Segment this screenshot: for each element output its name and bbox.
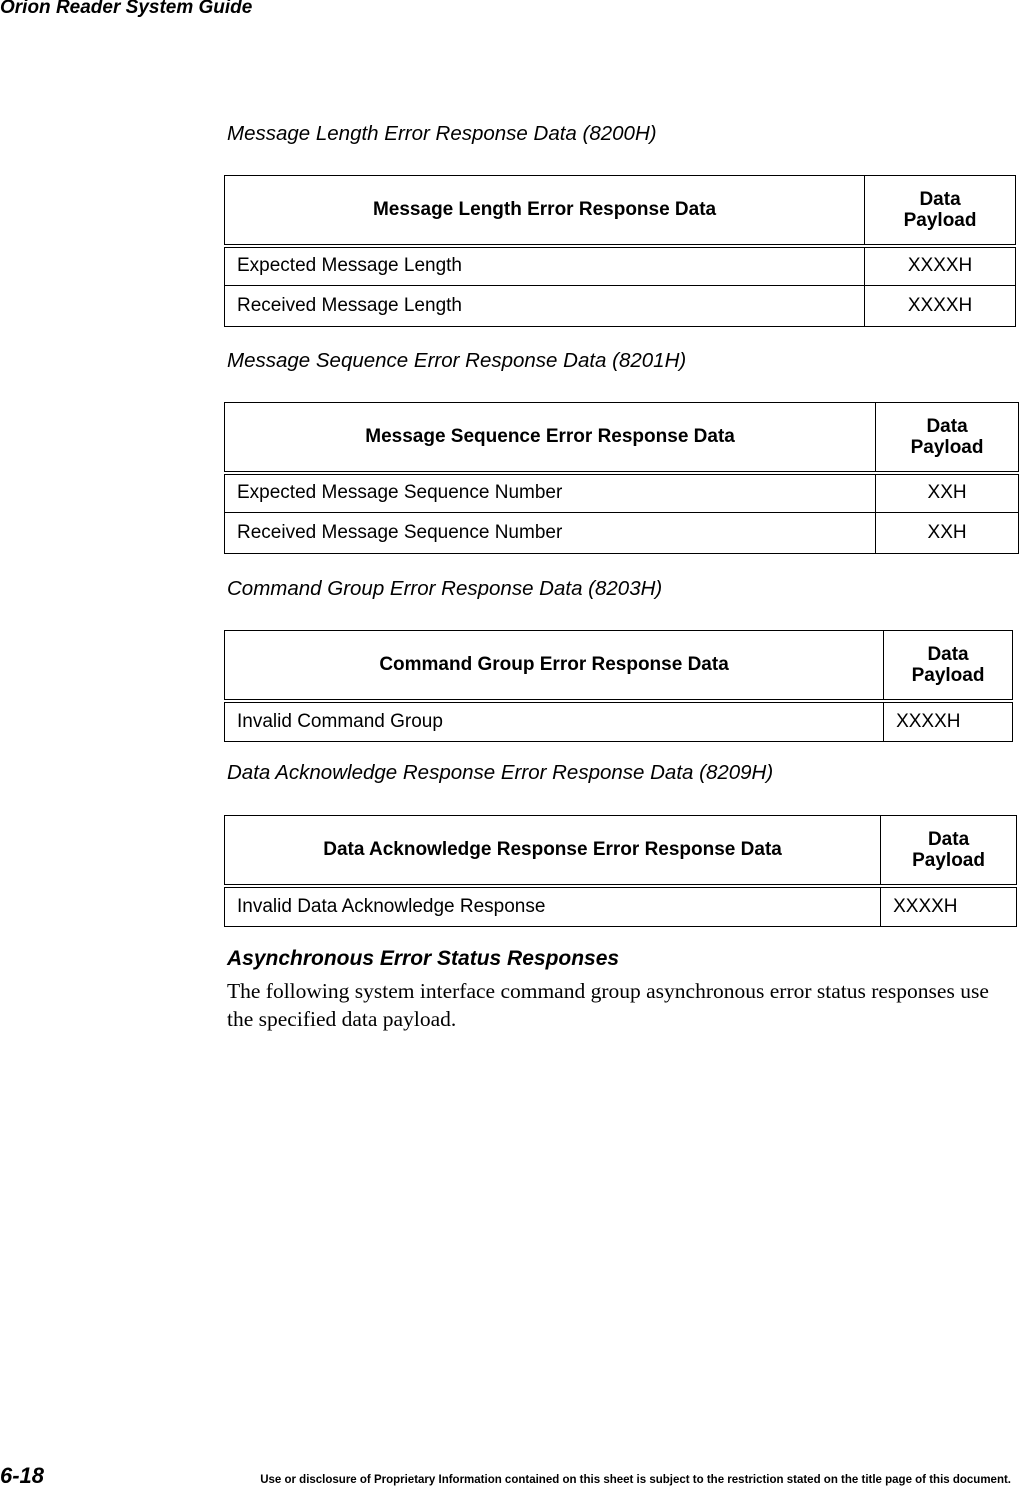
row-value: XXH [876, 513, 1019, 554]
row-label: Invalid Command Group [225, 701, 884, 742]
table-row [225, 886, 1017, 927]
table-data-acknowledge-error [224, 815, 1017, 927]
table-row [225, 473, 1019, 513]
page-number: 6-18 [0, 1463, 45, 1488]
table-message-length-error [224, 175, 1016, 327]
row-value: XXXXH [865, 246, 1016, 286]
table-command-group-error [224, 630, 1013, 742]
table-row [225, 246, 1016, 286]
row-value: XXXXH [884, 701, 1013, 742]
table-row [225, 513, 1019, 554]
section-title-command-group-error: Command Group Error Response Data (8203H) [227, 577, 663, 600]
row-value: XXH [876, 473, 1019, 513]
row-label: Received Message Length [225, 286, 865, 327]
section-title-message-sequence-error: Message Sequence Error Response Data (8201H) [227, 349, 687, 372]
column-header-data-payload: Data Payload [865, 176, 1016, 246]
section-title-data-acknowledge-error: Data Acknowledge Response Error Response Data (8209H) [227, 761, 774, 784]
row-label: Expected Message Length [225, 246, 865, 286]
row-label: Received Message Sequence Number [225, 513, 876, 554]
proprietary-notice: Use or disclosure of Proprietary Information contained on this sheet is subject to the restriction stated on the title page of this document. [260, 1474, 1011, 1486]
row-label: Invalid Data Acknowledge Response [225, 886, 881, 927]
column-header-data-payload: Data Payload [876, 403, 1019, 473]
column-header-response-data: Command Group Error Response Data [225, 631, 884, 701]
table-message-sequence-error [224, 402, 1019, 554]
table-row [225, 701, 1013, 742]
column-header-response-data: Message Length Error Response Data [225, 176, 865, 246]
row-value: XXXXH [865, 286, 1016, 327]
column-header-response-data: Message Sequence Error Response Data [225, 403, 876, 473]
column-header-data-payload: Data Payload [884, 631, 1013, 701]
column-header-response-data: Data Acknowledge Response Error Response Data [225, 816, 881, 886]
section-title-message-length-error: Message Length Error Response Data (8200H) [227, 122, 657, 145]
table-row [225, 286, 1016, 327]
running-header-title: Orion Reader System Guide [0, 0, 253, 18]
column-header-data-payload: Data Payload [881, 816, 1017, 886]
async-body-paragraph: The following system interface command group asynchronous error status responses use the specified data payload. [227, 979, 989, 1031]
async-heading: Asynchronous Error Status Responses [227, 947, 620, 970]
row-label: Expected Message Sequence Number [225, 473, 876, 513]
row-value: XXXXH [881, 886, 1017, 927]
